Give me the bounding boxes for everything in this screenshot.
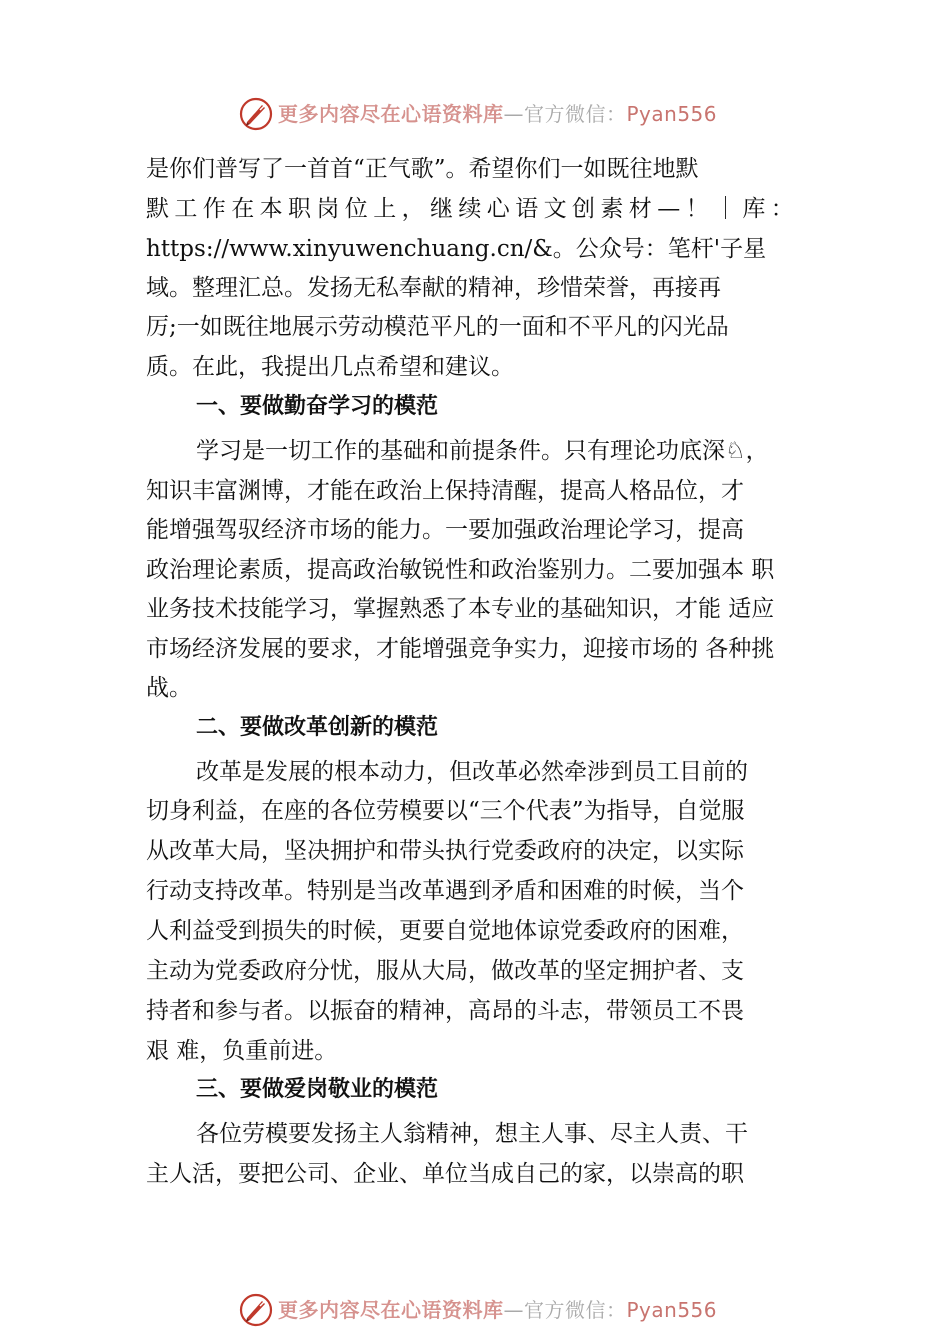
footer-watermark <box>0 1288 950 1332</box>
paragraph-line: 战。 <box>146 675 192 701</box>
section-heading: 二、要做改革创新的模范 <box>196 715 439 740</box>
paragraph-line: 市场经济发展的要求，才能增强竞争实力，迎接市场的 各种挑 <box>146 636 775 662</box>
paragraph-line: 是你们普写了一首首“正气歌”。希望你们一如既往地默 <box>146 156 699 182</box>
watermark-label: 官方微信： <box>524 1298 627 1322</box>
paragraph-line: https://www.xinyuwenchuang.cn/&。公众号：笔杆'子星 <box>146 236 767 262</box>
watermark-text <box>278 100 717 128</box>
paragraph-line: 持者和参与者。以振奋的精神，高昂的斗志，带领员工不畏 <box>146 998 744 1024</box>
paragraph-line: 各位劳模要发扬主人翁精神，想主人事、尽主人责、干 <box>196 1121 748 1147</box>
watermark-separator: — <box>503 1298 524 1322</box>
paragraph-line: 行动支持改革。特别是当改革遇到矛盾和困难的时候，当个 <box>146 878 744 904</box>
paragraph-line: 主人活，要把公司、企业、单位当成自己的家，以崇高的职 <box>146 1161 744 1187</box>
paragraph-line: 能增强驾驭经济市场的能力。一要加强政治理论学习，提高 <box>146 517 744 543</box>
watermark-site: 更多内容尽在心语资料库 <box>278 1298 504 1322</box>
header-watermark <box>0 92 950 136</box>
paragraph-line: 人利益受到损失的时候，更要自觉地体谅党委政府的困难， <box>146 918 744 944</box>
paragraph-line: 改革是发展的根本动力，但改革必然牵涉到员工目前的 <box>196 759 748 785</box>
watermark-id: Pyan556 <box>626 102 718 126</box>
paragraph-line: 质。在此，我提出几点希望和建议。 <box>146 354 514 380</box>
paragraph-line: 学习是一切工作的基础和前提条件。只有理论功底深♘， <box>196 438 769 464</box>
paragraph-line: 切身利益，在座的各位劳模要以“三个代表”为指导，自觉服 <box>146 798 745 824</box>
paragraph-line: 域。整理汇总。发扬无私奉献的精神，珍惜荣誉，再接再 <box>146 275 721 301</box>
watermark-label: 官方微信： <box>524 102 627 126</box>
paragraph-line: 默工作在本职岗位上，继续心语文创素材—！｜库： <box>146 196 800 222</box>
watermark-text <box>278 1296 717 1324</box>
paragraph-line: 知识丰富渊博，才能在政治上保持清醒，提高人格品位，才 <box>146 478 744 504</box>
watermark-id: Pyan556 <box>626 1298 718 1322</box>
paragraph-line: 艰 难，负重前进。 <box>146 1038 338 1064</box>
paragraph-line: 厉;一如既往地展示劳动模范平凡的一面和不平凡的闪光品 <box>146 314 729 340</box>
watermark-separator: — <box>503 102 524 126</box>
paragraph-line: 业务技术技能学习，掌握熟悉了本专业的基础知识，才能 适应 <box>146 596 775 622</box>
section-heading: 三、要做爱岗敬业的模范 <box>196 1077 439 1102</box>
paragraph-line: 从改革大局，坚决拥护和带头执行党委政府的决定，以实际 <box>146 838 744 864</box>
paragraph-line: 政治理论素质，提高政治敏锐性和政治鉴别力。二要加强本 职 <box>146 557 775 583</box>
paragraph-line: 主动为党委政府分忧，服从大局，做改革的坚定拥护者、支 <box>146 958 744 984</box>
logo-quill-icon <box>238 96 274 132</box>
section-heading: 一、要做勤奋学习的模范 <box>196 394 439 419</box>
logo-quill-icon <box>238 1292 274 1328</box>
watermark-site: 更多内容尽在心语资料库 <box>278 102 504 126</box>
